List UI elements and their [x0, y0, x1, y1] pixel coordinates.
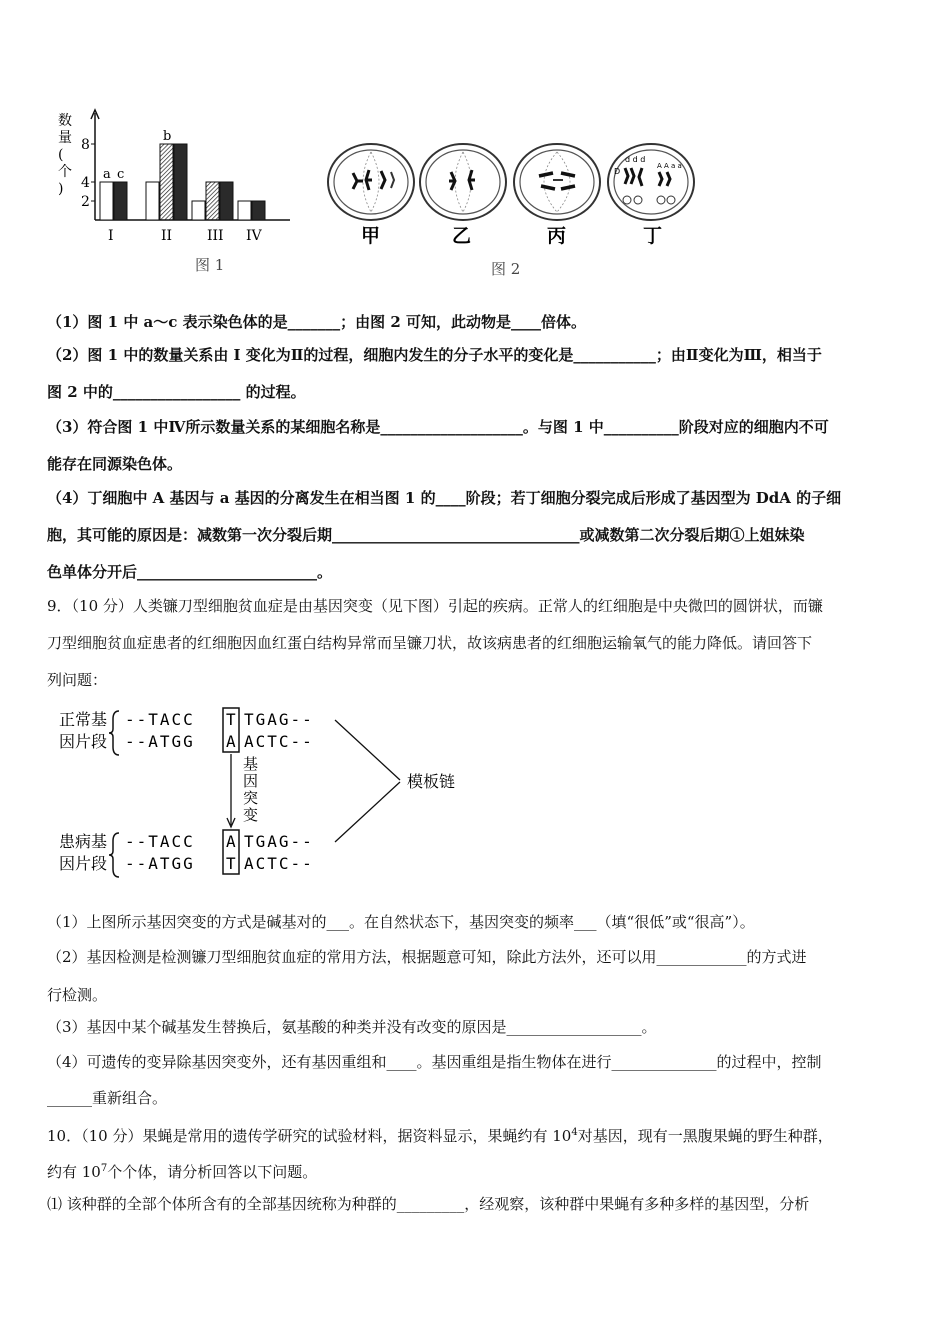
template-strand-label: 模板链 [407, 772, 456, 791]
q10-line-2a: 约有 10 [47, 1163, 101, 1181]
bar-a-II [146, 182, 159, 220]
q9-line-1: 9．（10 分）人类镰刀型细胞贫血症是由基因突变（见下图）引起的疾病。正常人的红细胞是中央微凹的圆饼状，而镰 [47, 597, 823, 615]
ding-gene-d: d d d [625, 155, 646, 164]
normal-seq-2: --ATGG [125, 732, 195, 751]
bar-c-IV [252, 201, 265, 220]
cell-label-bing: 丙 [547, 225, 567, 247]
q9-answer-5: （4）可遗传的变异除基因突变外，还有基因重组和____。基因重组是指生物体在进行______________的过程中，控制 [47, 1053, 822, 1071]
patient-label-1: 患病基 [59, 832, 108, 851]
normal-seq-1: --TACC [125, 710, 195, 729]
q8-line-1: （1）图 1 中 a～c 表示染色体的是_______；由图 2 可知，此动物是____倍体。 [47, 313, 586, 331]
patient-box-1: A [226, 832, 238, 851]
patient-box-2: T [226, 854, 238, 873]
q8-line-3: 图 2 中的_________________ 的过程。 [47, 383, 306, 401]
cell-jia [328, 144, 414, 220]
bar-b-III [206, 182, 219, 220]
x-tick-label: I [108, 228, 114, 244]
bar-a-IV [238, 201, 251, 220]
q10-line-1b: 对基因，现有一黑腹果蝇的野生种群， [577, 1127, 833, 1145]
q9-answer-4: （3）基因中某个碱基发生替换后，氨基酸的种类并没有改变的原因是__________________。 [47, 1018, 657, 1036]
patient-rest-1: TGAG-- [244, 832, 314, 851]
q10-line-1 [47, 1122, 907, 1147]
normal-rest-1: TGAG-- [244, 710, 314, 729]
bar-a-III [192, 201, 205, 220]
q9-answer-1: （1）上图所示基因突变的方式是碱基对的___。在自然状态下，基因突变的频率___（填“很低”或“很高”）。 [47, 913, 755, 931]
bar-annotation-c: c [117, 167, 125, 182]
q8-line-6: （4）丁细胞中 A 基因与 a 基因的分离发生在相当图 1 的____阶段；若丁细胞分裂完成后形成了基因型为 DdA 的子细 [47, 489, 842, 507]
normal-box-1: T [226, 710, 238, 729]
q9-answer-2: （2）基因检测是检测镰刀型细胞贫血症的常用方法，根据题意可知，除此方法外，还可以用____________的方式进 [47, 948, 807, 966]
normal-box-2: A [226, 732, 238, 751]
q8-line-8: 色单体分开后________________________。 [47, 563, 333, 581]
bar-annotation-a: a [103, 167, 111, 182]
q9-answer-3: 行检测。 [47, 986, 108, 1004]
x-tick-label: II [161, 228, 173, 244]
figure2-caption: 图 2 [491, 260, 521, 278]
patient-seq-1: --TACC [125, 832, 195, 851]
cell-label-jia: 甲 [361, 225, 381, 247]
patient-seq-2: --ATGG [125, 854, 195, 873]
y-axis-label: 数量(个) [58, 113, 72, 197]
x-tick-label: III [207, 228, 224, 244]
q10-line-3: ⑴ 该种群的全部个体所含有的全部基因统称为种群的_________，经观察，该种群中果蝇有多种多样的基因型，分析 [47, 1195, 810, 1213]
bar-c-II [174, 144, 187, 220]
q8-line-5: 能存在同源染色体。 [47, 455, 183, 473]
q9-line-3: 列问题： [47, 671, 108, 689]
mutation-label: 基因突变 [243, 755, 259, 824]
bar-b-II [160, 144, 173, 220]
normal-label-2: 因片段 [59, 732, 108, 751]
q9-line-2: 刀型细胞贫血症患者的红细胞因血红蛋白结构异常而呈镰刀状，故该病患者的红细胞运输氧气的能力降低。请回答下 [47, 634, 813, 652]
q10-sup-1: 4 [571, 1127, 578, 1138]
figure2-cell-diagrams [325, 140, 705, 280]
gene-mutation-diagram [55, 705, 485, 880]
normal-rest-2: ACTC-- [244, 732, 314, 751]
y-tick-label: 8 [81, 137, 90, 153]
cell-label-yi: 乙 [452, 225, 472, 247]
cell-yi [420, 144, 506, 220]
x-tick-label: IV [246, 228, 262, 244]
y-tick-label: 2 [81, 194, 90, 210]
q10-line-2b: 个个体，请分析回答以下问题。 [107, 1163, 318, 1181]
q8-line-2: （2）图 1 中的数量关系由 I 变化为Ⅱ的过程，细胞内发生的分子水平的变化是___________；由Ⅱ变化为Ⅲ，相当于 [47, 346, 822, 364]
figure1-caption: 图 1 [195, 256, 225, 274]
patient-label-2: 因片段 [59, 854, 108, 873]
bar-annotation-b: b [163, 129, 172, 144]
ding-gene-A: A A a a [657, 162, 682, 170]
cell-bing [514, 144, 600, 220]
y-tick-label: 4 [81, 175, 90, 191]
patient-rest-2: ACTC-- [244, 854, 314, 873]
normal-label-1: 正常基 [59, 710, 108, 729]
ding-gene-D: D [614, 167, 621, 176]
bar-c-I [114, 182, 127, 220]
q10-sup-2: 7 [100, 1163, 108, 1174]
bar-a-I [100, 182, 113, 220]
q8-line-4: （3）符合图 1 中Ⅳ所示数量关系的某细胞名称是___________________。与图 1 中__________阶段对应的细胞内不可 [47, 418, 829, 436]
figure1-bar-chart [50, 105, 310, 280]
q10-line-1a: 10．（10 分）果蝇是常用的遗传学研究的试验材料，据资料显示，果蝇约有 10 [47, 1127, 572, 1145]
cell-label-ding: 丁 [643, 225, 663, 247]
q9-answer-6: ______重新组合。 [47, 1089, 168, 1107]
q8-line-7: 胞，其可能的原因是：减数第一次分裂后期_________________________________或减数第二次分裂后期①上姐妹染 [47, 526, 805, 544]
bar-c-III [220, 182, 233, 220]
cell-ding [608, 144, 694, 220]
q10-line-2 [47, 1158, 907, 1183]
